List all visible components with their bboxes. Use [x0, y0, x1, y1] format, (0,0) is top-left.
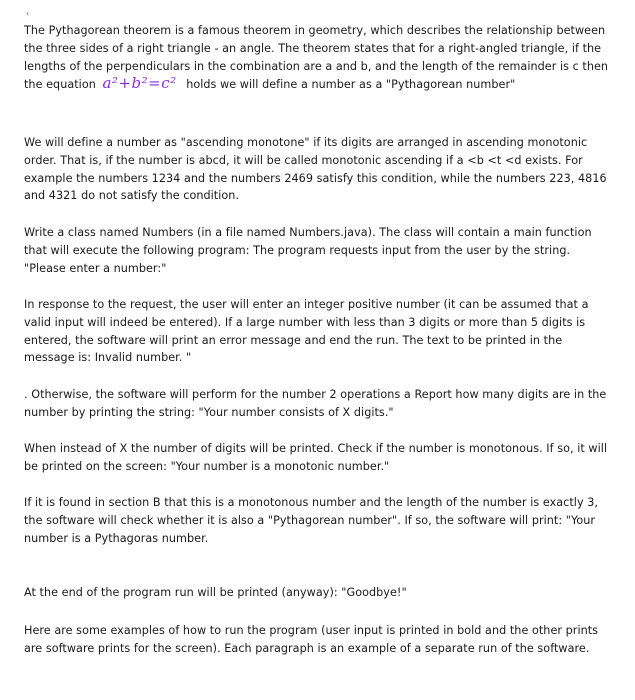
paragraph-text: holds we will define a number as a "Pythagorean number": [182, 78, 516, 92]
paragraph-goodbye: At the end of the program run will be printed (anyway): "Goodbye!": [24, 586, 407, 599]
paragraph-ascending-monotone: We will define a number as "ascending monotone" if its digits are arranged in ascending monotonic order. That is, if the number is abcd, it will be called monotonic ascending if a <b <t <d exists. For example the numbers 1234 and the numbers 2469 satisfy this condition, while the numbers 223, 4816 and 4321 do not satisfy the condition.: [24, 136, 607, 203]
paragraph-monotonic-check: When instead of X the number of digits will be printed. Check if the number is monotonous. If so, it will be printed on the screen: "Your number is a monotonic number.": [24, 442, 608, 473]
corner-mark: ‹: [26, 9, 30, 18]
paragraph-class-description: Write a class named Numbers (in a file named Numbers.java). The class will contain a main function that will execute the following program: The program requests input from the user by the string. "Please enter a number:": [24, 226, 592, 275]
paragraph-pythagoras-check: If it is found in section B that this is a monotonous number and the length of the number is exactly 3, the software will check whether it is also a "Pythagorean number". If so, the software will print: "Your number is a Pythagoras number.: [24, 496, 598, 545]
handwritten-equation: a²+b²=c²: [102, 74, 177, 93]
paragraph-digit-count: . Otherwise, the software will perform for the number 2 operations a Report how many digits are in the number by printing the string: "Your number consists of X digits.": [24, 388, 607, 419]
paragraph-invalid-input: In response to the request, the user will enter an integer positive number (it can be assumed that a valid input will indeed be entered). If a large number with less than 3 digits or more than 5 digits is entered, the software will print an error message and end the run. The text to be printed in the message is: Invalid number. ": [24, 298, 589, 365]
paragraph-text: The Pythagorean theorem is a famous theorem in geometry, which describes the relationship between the three sides of a right triangle - an angle. The theorem states that for a right-angled triangle, if the lengths of the perpendiculars in the combination are a and b, and the length of the remainder is c then the equation: [24, 24, 609, 92]
paragraph-pythagorean-definition: [24, 22, 609, 94]
paragraph-examples-intro: Here are some examples of how to run the program (user input is printed in bold and the other prints are software prints for the screen). Each paragraph is an example of a separate run of the software.: [24, 624, 599, 655]
